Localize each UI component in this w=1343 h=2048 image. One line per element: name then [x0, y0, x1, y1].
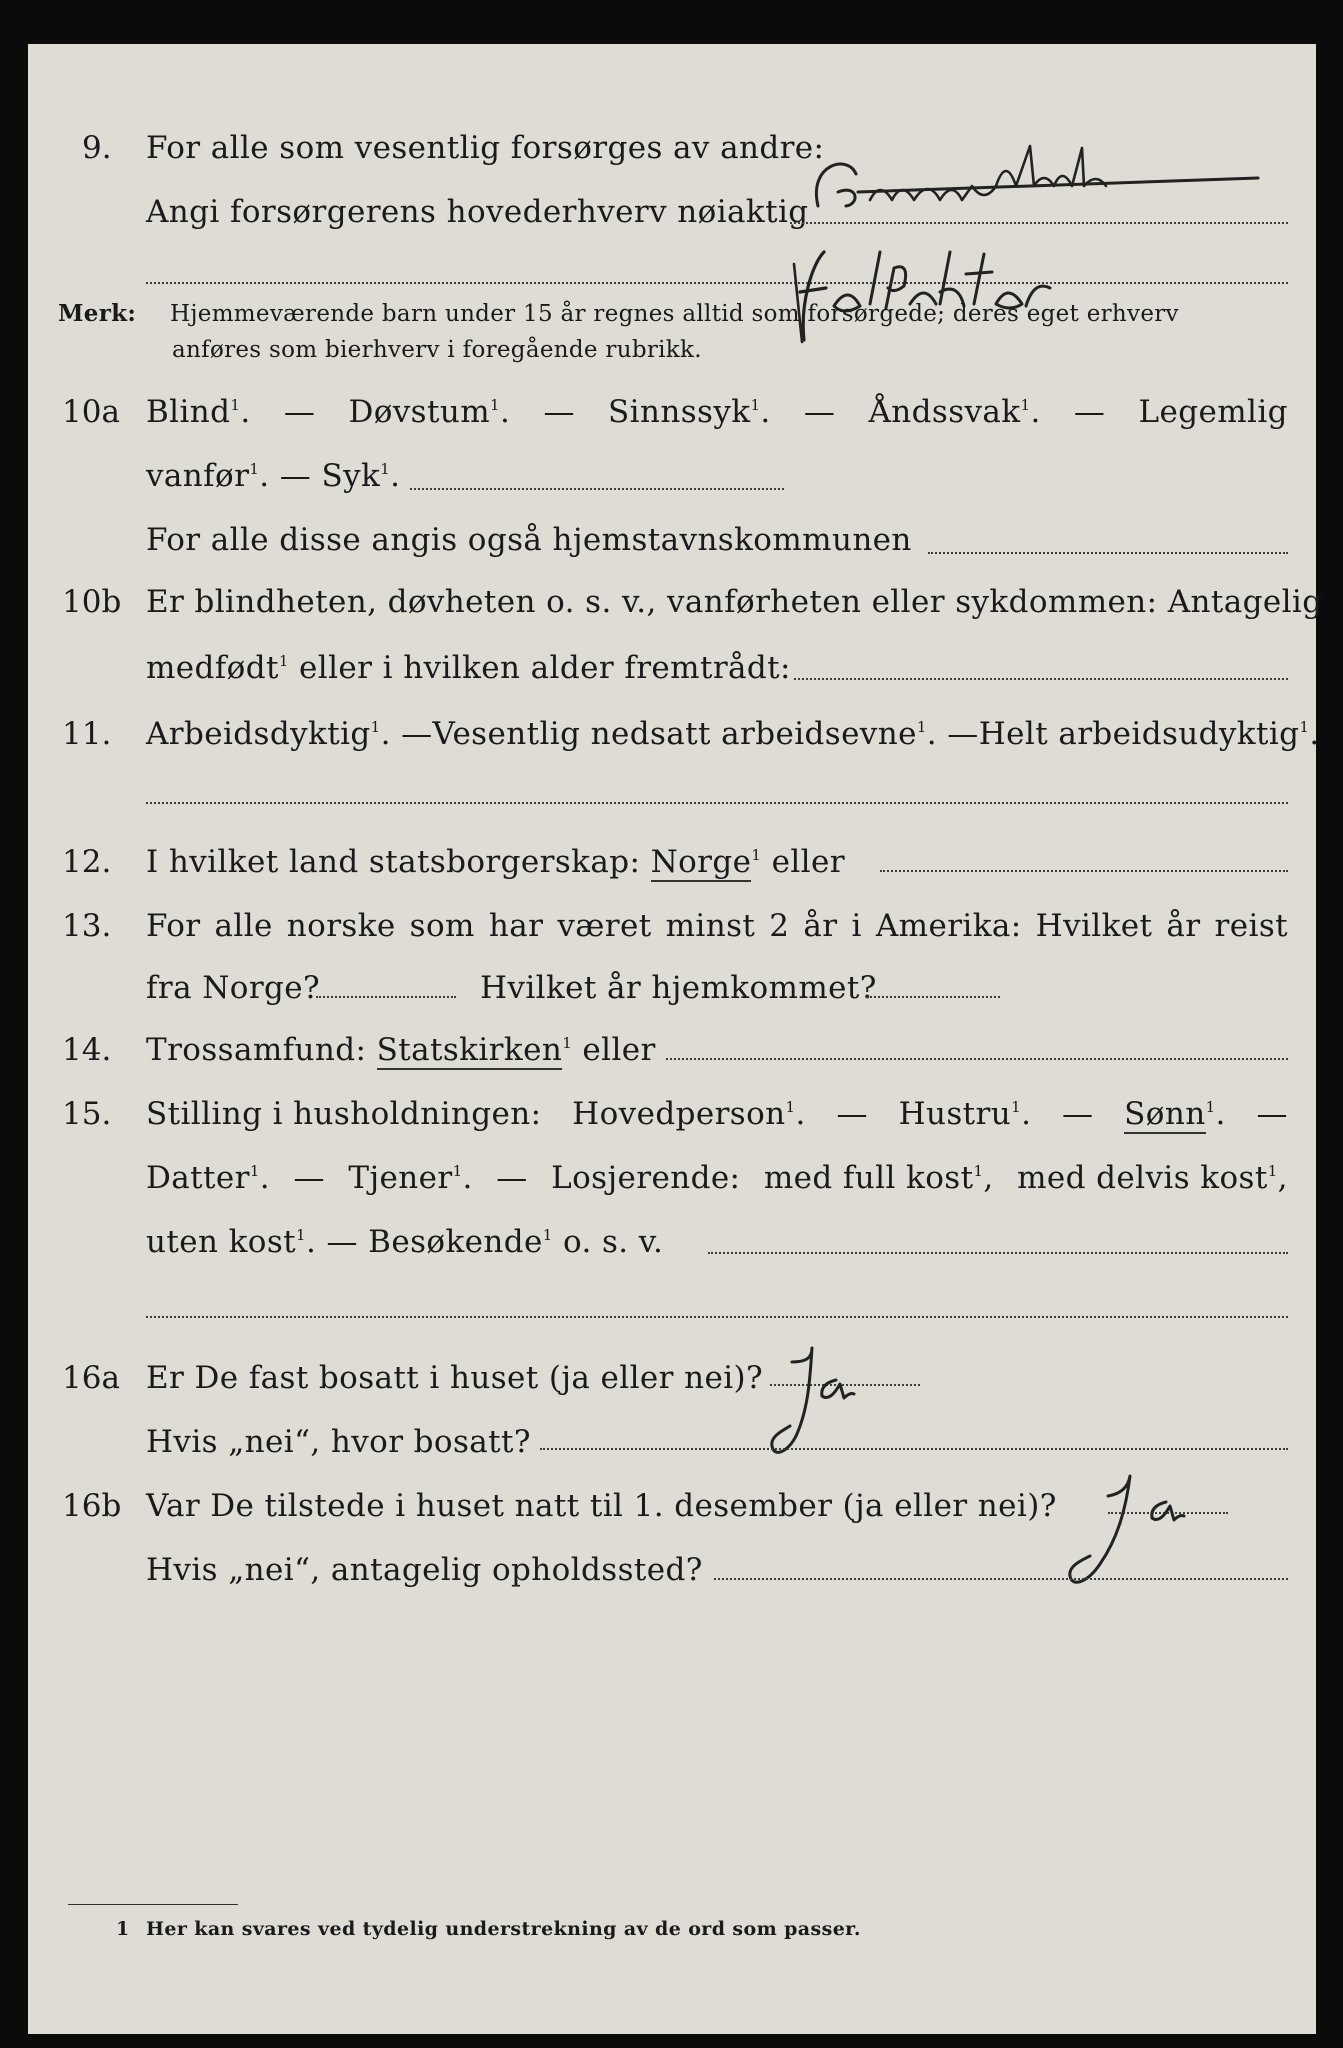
q11-answer-line [146, 802, 1288, 804]
option-tjener: Tjener [348, 1160, 453, 1196]
footnote-rule [68, 1904, 238, 1905]
q16b-line2: Hvis „nei“, antagelig opholdssted? [146, 1552, 703, 1588]
q16a-bosatt-line [540, 1448, 1288, 1450]
q14-answer-line [666, 1058, 1288, 1060]
q15-line3: uten kost$^1$. — Besøkende$^1$ o. s. v. [146, 1224, 664, 1260]
q10a-number: 10a [62, 394, 120, 430]
q14-line: Trossamfund: Statskirken$^1$ eller [146, 1032, 656, 1068]
option-norge-underlined: Norge [650, 844, 752, 880]
q10a-line2: vanfør$^1$. — Syk$^1$. [146, 458, 401, 494]
option-hovedperson: Hovedperson [572, 1096, 786, 1132]
q15-line2: Datter$^1$. — Tjener$^1$. — Losjerende: med full kost$^1$, med delvis kost$^1$, [146, 1160, 1288, 1196]
q15-line1: Stilling i husholdningen: Hovedperson$^1$. — Hustru$^1$. — Sønn$^1$. — [146, 1096, 1288, 1132]
option-sonn-underlined: Sønn [1124, 1096, 1206, 1132]
option-vanfor: vanfør [146, 458, 250, 494]
option-losjerende: Losjerende: [551, 1160, 741, 1196]
q16a-line1: Er De fast bosatt i huset (ja eller nei)? [146, 1360, 764, 1396]
option-hustru: Hustru [898, 1096, 1012, 1132]
q11-line: Arbeidsdyktig$^1$. — Vesentlig nedsatt arbeidsevne$^1$. — Helt arbeidsudyktig$^1$. [146, 716, 1320, 752]
q10a-line3: For alle disse angis også hjemstavnskommunen [146, 522, 912, 558]
option-dovstum: Døvstum [348, 394, 491, 430]
q10a-hjemstavn-line [928, 552, 1288, 554]
q13-reist-line [316, 996, 456, 998]
q13-line1: For alle norske som har været minst 2 år i Amerika: Hvilket år reist [146, 908, 1288, 944]
q16b-line1: Var De tilstede i huset natt til 1. desember (ja eller nei)? [146, 1488, 1057, 1524]
q16a-line2: Hvis „nei“, hvor bosatt? [146, 1424, 531, 1460]
option-andssvak: Åndssvak [868, 394, 1021, 430]
q9-line1: For alle som vesentlig forsørges av andre: [146, 130, 825, 166]
q12-number: 12. [62, 844, 112, 880]
census-form-page [28, 44, 1323, 2034]
merk-line1: Hjemmeværende barn under 15 år regnes alltid som forsørgede; deres eget erhverv [170, 301, 1179, 327]
q16a-number: 16a [62, 1360, 120, 1396]
option-legemlig: Legemlig [1138, 394, 1288, 430]
option-statskirken-underlined: Statskirken [376, 1032, 563, 1068]
option-udyktig: Helt arbeidsudyktig [978, 716, 1300, 752]
q10b-answer-line [794, 678, 1288, 680]
q10b-line1: Er blindheten, døvheten o. s. v., vanførheten eller sykdommen: Antagelig [146, 584, 1323, 620]
q12-answer-line [880, 870, 1288, 872]
q13-number: 13. [62, 908, 112, 944]
q15-answer-line [708, 1252, 1288, 1254]
option-uten-kost: uten kost [146, 1224, 297, 1260]
footnote-mark: 1 [116, 1918, 130, 1940]
q16b-opholdssted-line [714, 1578, 1288, 1580]
q9-line2: Angi forsørgerens hovederhverv nøiaktig [146, 194, 809, 230]
q13-hjemkommet-line [866, 996, 1000, 998]
q10a-line1: Blind$^1$. — Døvstum$^1$. — Sinnssyk$^1$. — Åndssvak$^1$. — Legemlig [146, 394, 1288, 430]
option-sinnssyk: Sinnssyk [608, 394, 751, 430]
q14-number: 14. [62, 1032, 112, 1068]
option-nedsatt: Vesentlig nedsatt arbeidsevne [432, 716, 917, 752]
option-full-kost: med full kost [763, 1160, 974, 1196]
option-blind: Blind [146, 394, 231, 430]
option-datter: Datter [146, 1160, 250, 1196]
q13-line2a: fra Norge? [146, 970, 321, 1006]
q12-line: I hvilket land statsborgerskap: Norge$^1$ eller [146, 844, 845, 880]
q10b-number: 10b [62, 584, 122, 620]
option-besokende: Besøkende [368, 1224, 543, 1260]
q15-number: 15. [62, 1096, 112, 1132]
q16a-handwritten-ja [766, 1340, 906, 1470]
q15-second-line [146, 1316, 1288, 1318]
q13-line2b: Hvilket år hjemkommet? [480, 970, 877, 1006]
q10b-line2: medfødt$^1$ eller i hvilken alder fremtrådt: [146, 650, 791, 686]
q9-crossed-answer [788, 144, 1268, 224]
merk-line2: anføres som bierhverv i foregående rubrikk. [172, 337, 702, 363]
q10a-syk-line [410, 488, 784, 490]
merk-label: Merk: [58, 300, 137, 327]
option-delvis-kost: med delvis kost [1017, 1160, 1268, 1196]
q9-number: 9. [82, 130, 112, 166]
q16b-number: 16b [62, 1488, 122, 1524]
footnote-text: Her kan svares ved tydelig understrekning av de ord som passer. [146, 1918, 861, 1940]
q11-number: 11. [62, 716, 112, 752]
option-syk: Syk [321, 458, 381, 494]
option-arbeidsdyktig: Arbeidsdyktig [146, 716, 371, 752]
